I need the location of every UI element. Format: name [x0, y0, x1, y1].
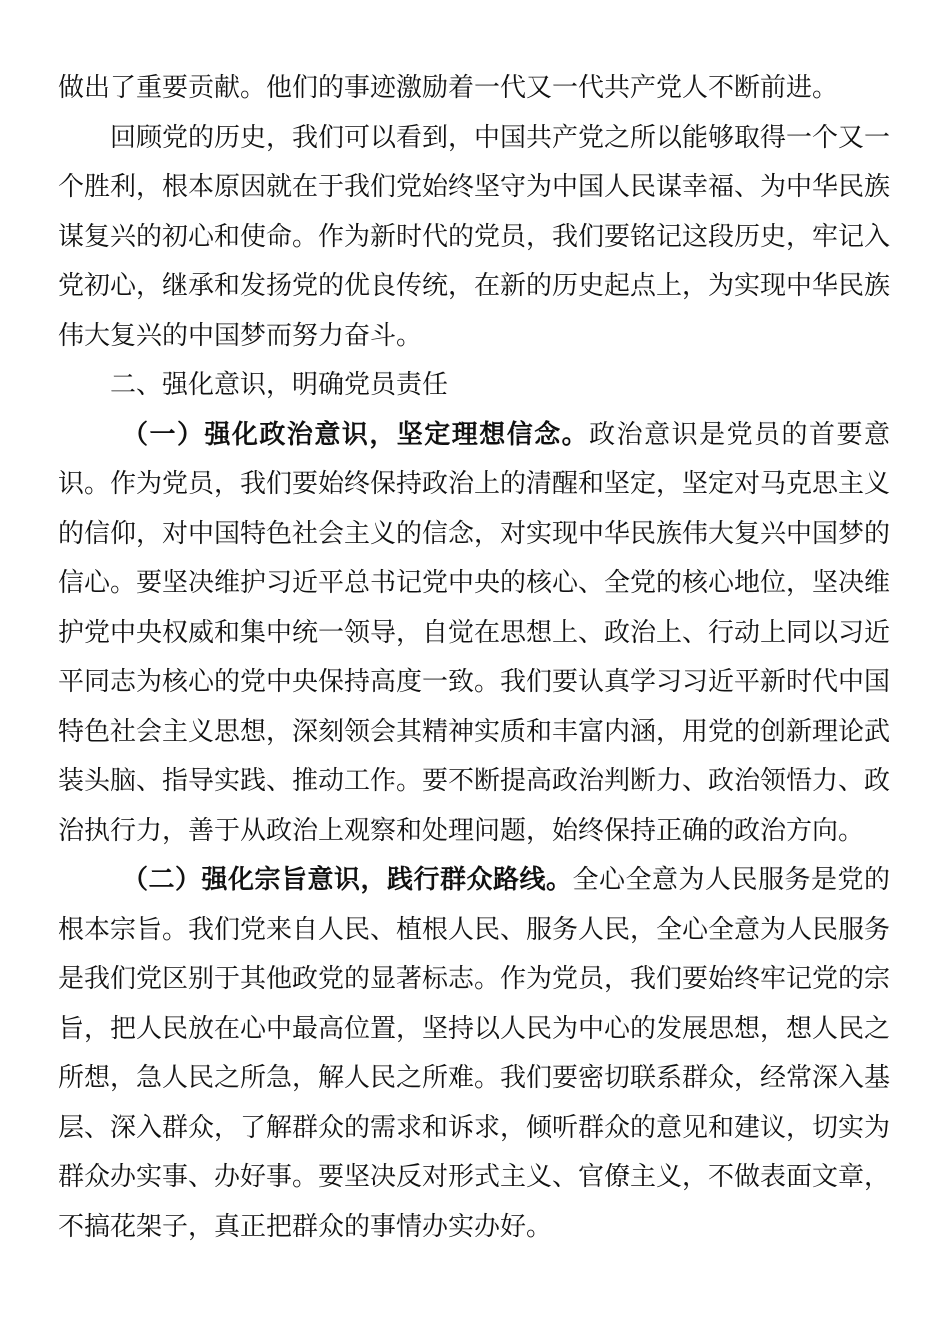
paragraph-text: 回顾党的历史，我们可以看到，中国共产党之所以能够取得一个又一个胜利，根本原因就在于我们党始终坚守为中国人民谋幸福、为中华民族谋复兴的初心和使命。作为新时代的党员，我们要铭记这段历史，牢记入党初心，继承和发扬党的优良传统，在新的历史起点上，为实现中华民族伟大复兴的中国梦而努力奋斗。 [58, 122, 891, 351]
subsection-title: （二）强化宗旨意识，践行群众路线。 [122, 865, 573, 895]
paragraph-party-history [58, 114, 890, 362]
section-heading [58, 361, 890, 411]
subsection-political-awareness [58, 411, 890, 857]
section-heading-text: 二、强化意识，明确党员责任 [110, 370, 449, 400]
paragraph-continued [58, 64, 890, 114]
subsection-text: 政治意识是党员的首要意识。作为党员，我们要始终保持政治上的清醒和坚定，坚定对马克思主义的信仰，对中国特色社会主义的信念，对实现中华民族伟大复兴中国梦的信心。要坚决维护习近平总书记党中央的核心、全党的核心地位，坚决维护党中央权威和集中统一领导，自觉在思想上、政治上、行动上同以习近平同志为核心的党中央保持高度一致。我们要认真学习习近平新时代中国特色社会主义思想，深刻领会其精神实质和丰富内涵，用党的创新理论武装头脑、指导实践、推动工作。要不断提高政治判断力、政治领悟力、政治执行力，善于从政治上观察和处理问题，始终保持正确的政治方向。 [58, 419, 891, 846]
document-body [58, 64, 890, 1252]
subsection-text: 全心全意为人民服务是党的根本宗旨。我们党来自人民、植根人民、服务人民，全心全意为人民服务是我们党区别于其他政党的显著标志。作为党员，我们要始终牢记党的宗旨，把人民放在心中最高位置，坚持以人民为中心的发展思想，想人民之所想，急人民之所急，解人民之所难。我们要密切联系群众，经常深入基层、深入群众，了解群众的需求和诉求，倾听群众的意见和建议，切实为群众办实事、办好事。要坚决反对形式主义、官僚主义，不做表面文章，不搞花架子，真正把群众的事情办实办好。 [58, 865, 891, 1242]
paragraph-text: 做出了重要贡献。他们的事迹激励着一代又一代共产党人不断前进。 [58, 73, 839, 103]
subsection-purpose-awareness [58, 856, 890, 1252]
subsection-title: （一）强化政治意识，坚定理想信念。 [122, 419, 590, 450]
